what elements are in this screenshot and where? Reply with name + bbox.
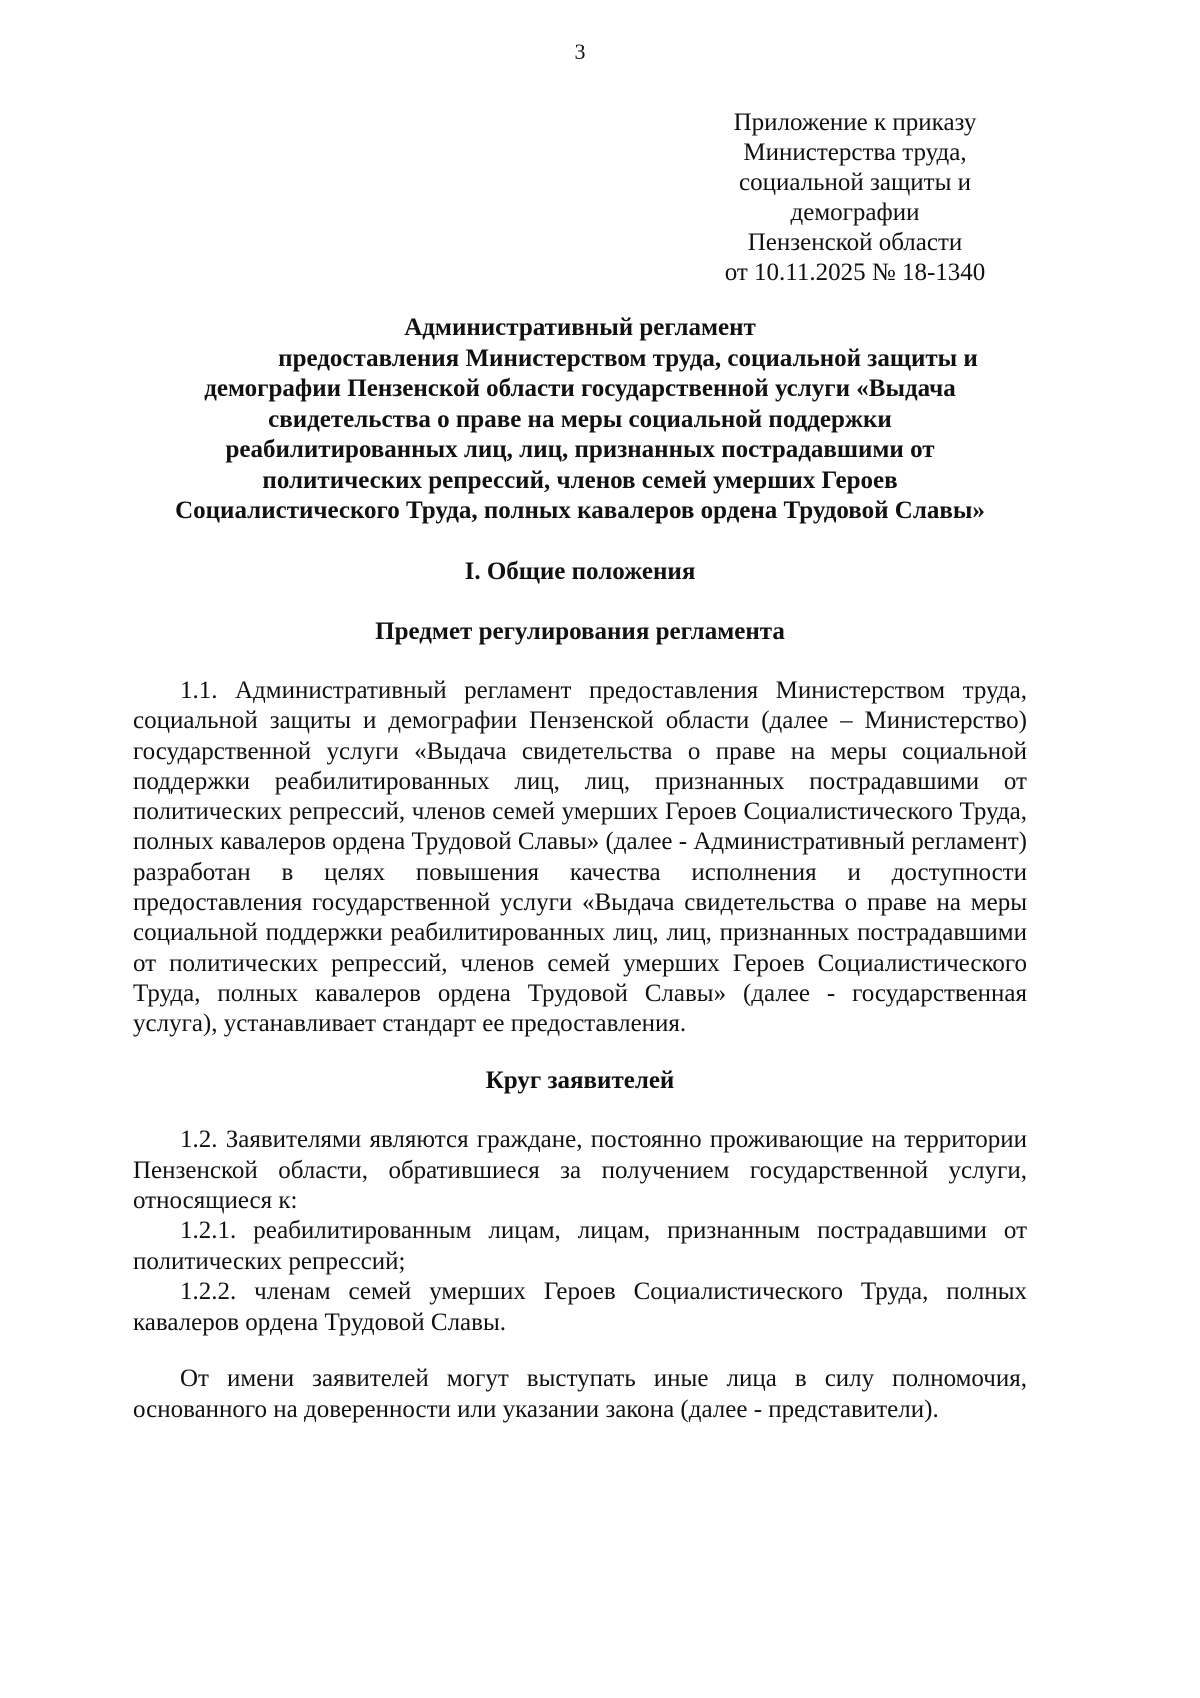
paragraph-1-2-2: 1.2.2. членам семей умерших Героев Социалистического Труда, полных кавалеров ордена Трудовой Славы. bbox=[133, 1278, 1027, 1336]
title-line: Социалистического Труда, полных кавалеров ордена Трудовой Славы» bbox=[175, 497, 985, 524]
appendix-line: Пензенской области bbox=[747, 229, 963, 256]
paragraph-representatives: От имени заявителей могут выступать иные лица в силу полномочия, основанного на доверенности или указании закона (далее - представители). bbox=[133, 1365, 1027, 1423]
appendix-line: от 10.11.2025 № 18-1340 bbox=[724, 259, 986, 286]
title-line: демографии Пензенской области государственной услуги «Выдача bbox=[204, 375, 956, 402]
paragraph-1-2-1: 1.2.1. реабилитированным лицам, лицам, признанным пострадавшими от политических репрессий; bbox=[133, 1217, 1027, 1275]
page-number: 3 bbox=[574, 39, 586, 64]
appendix-line: демографии bbox=[790, 199, 920, 226]
appendix-line: Министерства труда, bbox=[743, 139, 967, 166]
subsection-heading-applicants: Круг заявителей bbox=[485, 1067, 675, 1094]
subsection-heading-subject: Предмет регулирования регламента bbox=[375, 618, 785, 645]
section-heading: I. Общие положения bbox=[464, 558, 696, 585]
title-line: политических репрессий, членов семей умерших Героев bbox=[262, 466, 898, 494]
paragraph-1-2: 1.2. Заявителями являются граждане, постоянно проживающие на территории Пензенской области, обратившиеся за получением государственной услуги, относящиеся к: bbox=[133, 1126, 1027, 1214]
appendix-block bbox=[690, 108, 1020, 288]
appendix-line: Приложение к приказу bbox=[733, 109, 977, 136]
document-title bbox=[120, 313, 1040, 527]
title-line: Административный регламент bbox=[404, 314, 756, 341]
title-line: свидетельства о праве на меры социальной поддержки bbox=[268, 405, 892, 433]
appendix-line: социальной защиты и bbox=[738, 169, 971, 196]
title-line: предоставления Министерством труда, социальной защиты и bbox=[278, 344, 978, 372]
paragraph-1-1: 1.1. Административный регламент предоставления Министерством труда, социальной защиты и демографии Пензенской области (далее – Министерство) государственной услуги «Выдача свидетельства о праве на меры социальной поддержки реабилитированных лиц, лиц, признанных пострадавшими от политических репрессий, членов семей умерших Героев Социалистического Труда, полных кавалеров ордена Трудовой Славы» (далее - Административный регламент) разработан в целях повышения качества исполнения и доступности предоставления государственной услуги «Выдача свидетельства о праве на меры социальной поддержки реабилитированных лиц, лиц, признанных пострадавшими от политических репрессий, членов семей умерших Героев Социалистического Труда, полных кавалеров ордена Трудовой Славы» (далее - государственная услуга), устанавливает стандарт ее предоставления. bbox=[133, 677, 1027, 1038]
title-line: реабилитированных лиц, лиц, признанных пострадавшими от bbox=[225, 436, 935, 463]
